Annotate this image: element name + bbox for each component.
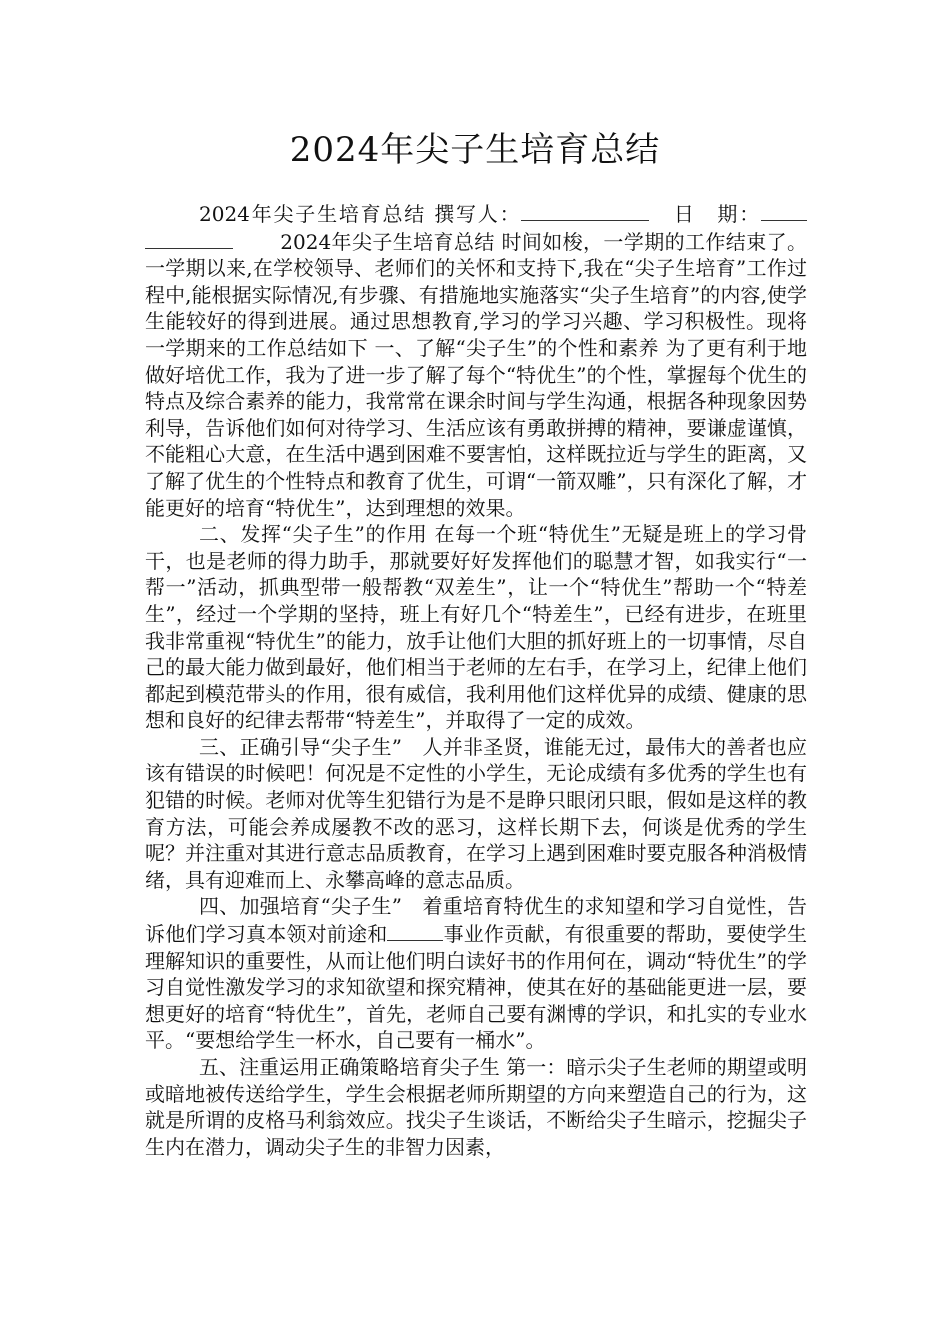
document-title: 2024年尖子生培育总结 (289, 130, 661, 170)
header-title-label: 2024年尖子生培育总结 (199, 202, 427, 226)
author-blank (521, 200, 649, 221)
section-5-paragraph: 五、注重运用正确策略培育尖子生 第一：暗示尖子生老师的期望或明或暗地被传送给学生，学生会根据老师所期望的方向来塑造自己的行为，这就是所谓的皮格马利翁效应。找尖子生谈话，不断给尖子生暗示，挖掘尖子生内在潜力，调动尖子生的非智力因素， (145, 1055, 807, 1159)
date-blank-continued (145, 228, 233, 249)
date-label: 日 期： (673, 202, 762, 226)
section-3-paragraph: 三、正确引导“尖子生” 人并非圣贤，谁能无过，最伟大的善者也应该有错误的时候吧！何况是不定性的小学生，无论成绩有多优秀的学生也有犯错的时候。老师对优等生犯错行为是不是睁只眼闭只眼，假如是这样的教育方法，可能会养成屡教不改的恶习，这样长期下去，何谈是优秀的学生呢？并注重对其进行意志品质教育，在学习上遇到困难时要克服各种消极情绪，具有迎难而上、永攀高峰的意志品质。 (145, 734, 807, 892)
section-4-text-end: 事业作贡献，有很重要的帮助，要使学生理解知识的重要性，从而让他们明白读好书的作用何在，调动“特优生”的学习自觉性激发学习的求知欲望和探究精神，使其在好的基础能更进一层，要想更好的培育“特优生”，首先，老师自己要有渊博的学识，和扎实的专业水平。“要想给学生一杯水，自己要有一桶水”。 (145, 922, 808, 1053)
intro-text: 2024年尖子生培育总结 时间如梭，一学期的工作结束了。一学期以来,在学校领导、老师们的关怀和支持下,我在“尖子生培育”工作过程中,能根据实际情况,有步骤、有措施地实施落实“尖子生培育”的内容,使学生能较好的得到进展。通过思想教育,学习的学习兴趣、学习积极性。现将一学期来的工作总结如下 一、了解“尖子生”的个性和素养 为了更有利于地做好培优工作，我为了进一步了解了每个“特优生”的个性，掌握每个优生的特点及综合素养的能力，我常常在课余时间与学生沟通，根据各种现象因势利导，告诉他们如何对待学习、生活应该有勇敢拼搏的精神，要谦虚谨慎，不能粗心大意，在生活中遇到困难不要害怕，这样既拉近与学生的距离，又了解了优生的个性特点和教育了优生，可谓“一箭双雕”，只有深化了解，才能更好的培育“特优生”，达到理想的效果。 (145, 229, 807, 520)
document-body (145, 200, 807, 1160)
section-4-blank (387, 920, 443, 941)
section-2-paragraph: 二、发挥“尖子生”的作用 在每一个班“特优生”无疑是班上的学习骨干，也是老师的得力助手，那就要好好发挥他们的聪慧才智，如我实行“一帮一”活动，抓典型带一般帮教“双差生”，让一个“特优生”帮助一个“特差生”，经过一个学期的坚持，班上有好几个“特差生”，已经有进步，在班里我非常重视“特优生”的能力，放手让他们大胆的抓好班上的一切事情，尽自己的最大能力做到最好，他们相当于老师的左右手，在学习上，纪律上他们都起到模范带头的作用，很有威信，我利用他们这样优异的成绩、健康的思想和良好的纪律去帮带“特差生”，并取得了一定的成效。 (145, 522, 807, 733)
date-blank (761, 200, 807, 221)
section-4-paragraph (145, 893, 807, 1054)
author-label: 撰写人： (434, 202, 522, 226)
intro-paragraph (145, 200, 807, 521)
section-4-text-start: 四、加强培育“尖子生” 着重培育特优生的求知望和学习自觉性，告诉他们学习真本领对前途和 (145, 894, 807, 947)
